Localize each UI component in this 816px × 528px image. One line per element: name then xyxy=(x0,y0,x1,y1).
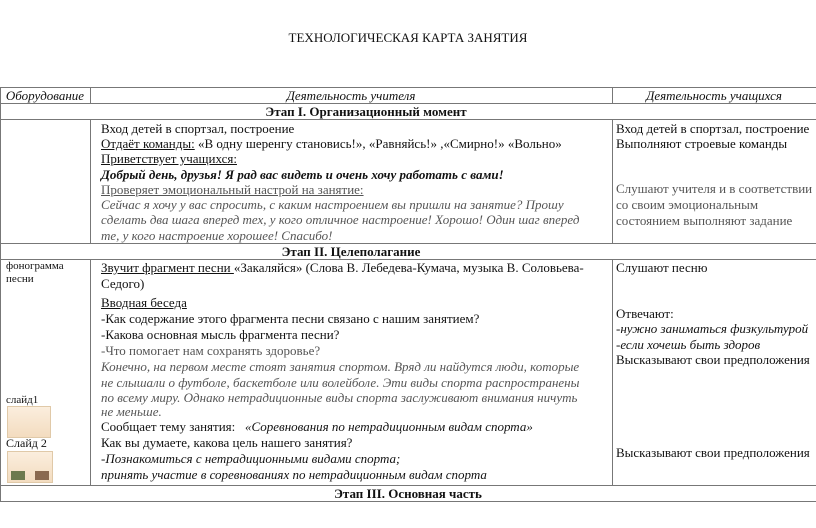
students-text: Высказывают свои предположения xyxy=(616,445,810,460)
students-text: Вход детей в спортзал, построение xyxy=(616,121,810,136)
table-border xyxy=(90,259,91,485)
equipment-text: песни xyxy=(6,273,34,285)
teacher-text: не слышали о футболе, баскетболе или волейболе. Эти виды спорта распространены xyxy=(101,375,580,390)
header-students: Деятельность учащихся xyxy=(646,88,782,103)
document-title: ТЕХНОЛОГИЧЕСКАЯ КАРТА ЗАНЯТИЯ xyxy=(288,30,528,45)
teacher-text: Седого) xyxy=(101,276,145,291)
slide-2-label: Слайд 2 xyxy=(6,436,47,450)
teacher-text: по всему миру. Однако нетрадиционные виды спорта заслуживают внимания ничуть xyxy=(101,390,578,405)
students-text: Высказывают свои предположения xyxy=(616,352,810,367)
teacher-text: -Как содержание этого фрагмента песни связано с нашим занятием? xyxy=(101,311,480,326)
teacher-text: Отдаёт команды: «В одну шеренгу становись!», «Равняйсь!» ,«Смирно!» «Вольно» xyxy=(101,136,562,151)
teacher-text: те, у кого настроение хорошее! Спасибо! xyxy=(101,228,333,243)
stage-3-heading: Этап III. Основная часть xyxy=(334,486,482,501)
stage-2-heading: Этап II. Целеполагание xyxy=(281,244,421,259)
table-border xyxy=(0,87,1,501)
teacher-text: Сообщает тему занятия: «Соревнования по нетрадиционным видам спорта» xyxy=(101,419,533,434)
slide-1-label: слайд1 xyxy=(6,394,39,406)
equipment-text: фонограмма xyxy=(6,260,64,272)
students-text: со своим эмоциональным xyxy=(616,197,759,212)
teacher-text: Добрый день, друзья! Я рад вас видеть и очень хочу работать с вами! xyxy=(101,167,504,182)
teacher-text: принять участие в соревнованиях по нетрадиционным видам спорта xyxy=(101,467,487,482)
teacher-text: -Познакомиться с нетрадиционными видами спорта; xyxy=(101,451,401,466)
students-text: -нужно заниматься физкультурой xyxy=(616,321,809,336)
teacher-text: сделать два шага вперед тех, у кого отличное настроение! Хорошо! Один шаг вперед xyxy=(101,212,580,227)
students-text: -если хочешь быть здоров xyxy=(616,337,761,352)
students-text: Слушают песню xyxy=(616,260,708,275)
teacher-text: Звучит фрагмент песни «Закаляйся» (Слова В. Лебедева-Кумача, музыка В. Соловьева- xyxy=(101,260,584,275)
slide-2-thumbnail xyxy=(7,451,53,483)
teacher-text: не меньше. xyxy=(101,404,162,419)
slide-1-thumbnail xyxy=(7,406,51,438)
table-border xyxy=(612,259,613,485)
table-border xyxy=(0,501,816,502)
teacher-text: Приветствует учащихся: xyxy=(101,151,237,166)
students-text: состоянием выполняют задание xyxy=(616,213,793,228)
teacher-text: -Какова основная мысль фрагмента песни? xyxy=(101,327,340,342)
teacher-text: Сейчас я хочу у вас спросить, с каким настроением вы пришли на занятие? Прошу xyxy=(101,197,564,212)
stage-1-heading: Этап I. Организационный момент xyxy=(265,104,467,119)
table-border xyxy=(612,119,613,243)
students-text: Отвечают: xyxy=(616,306,674,321)
teacher-text: Проверяет эмоциональный настрой на занятие: xyxy=(101,182,364,197)
students-text: Выполняют строевые команды xyxy=(616,136,788,151)
header-teacher: Деятельность учителя xyxy=(286,88,416,103)
students-text: Слушают учителя и в соответствии xyxy=(616,181,813,196)
teacher-text: Вход детей в спортзал, построение xyxy=(101,121,295,136)
teacher-text: Конечно, на первом месте стоят занятия спортом. Вряд ли найдутся люди, которые xyxy=(101,359,580,374)
table-border xyxy=(90,119,91,243)
header-equipment: Оборудование xyxy=(5,88,85,103)
teacher-text: -Что помогает нам сохранять здоровье? xyxy=(101,343,321,358)
teacher-text: Вводная беседа xyxy=(101,295,187,310)
teacher-text: Как вы думаете, какова цель нашего занятия? xyxy=(101,435,353,450)
